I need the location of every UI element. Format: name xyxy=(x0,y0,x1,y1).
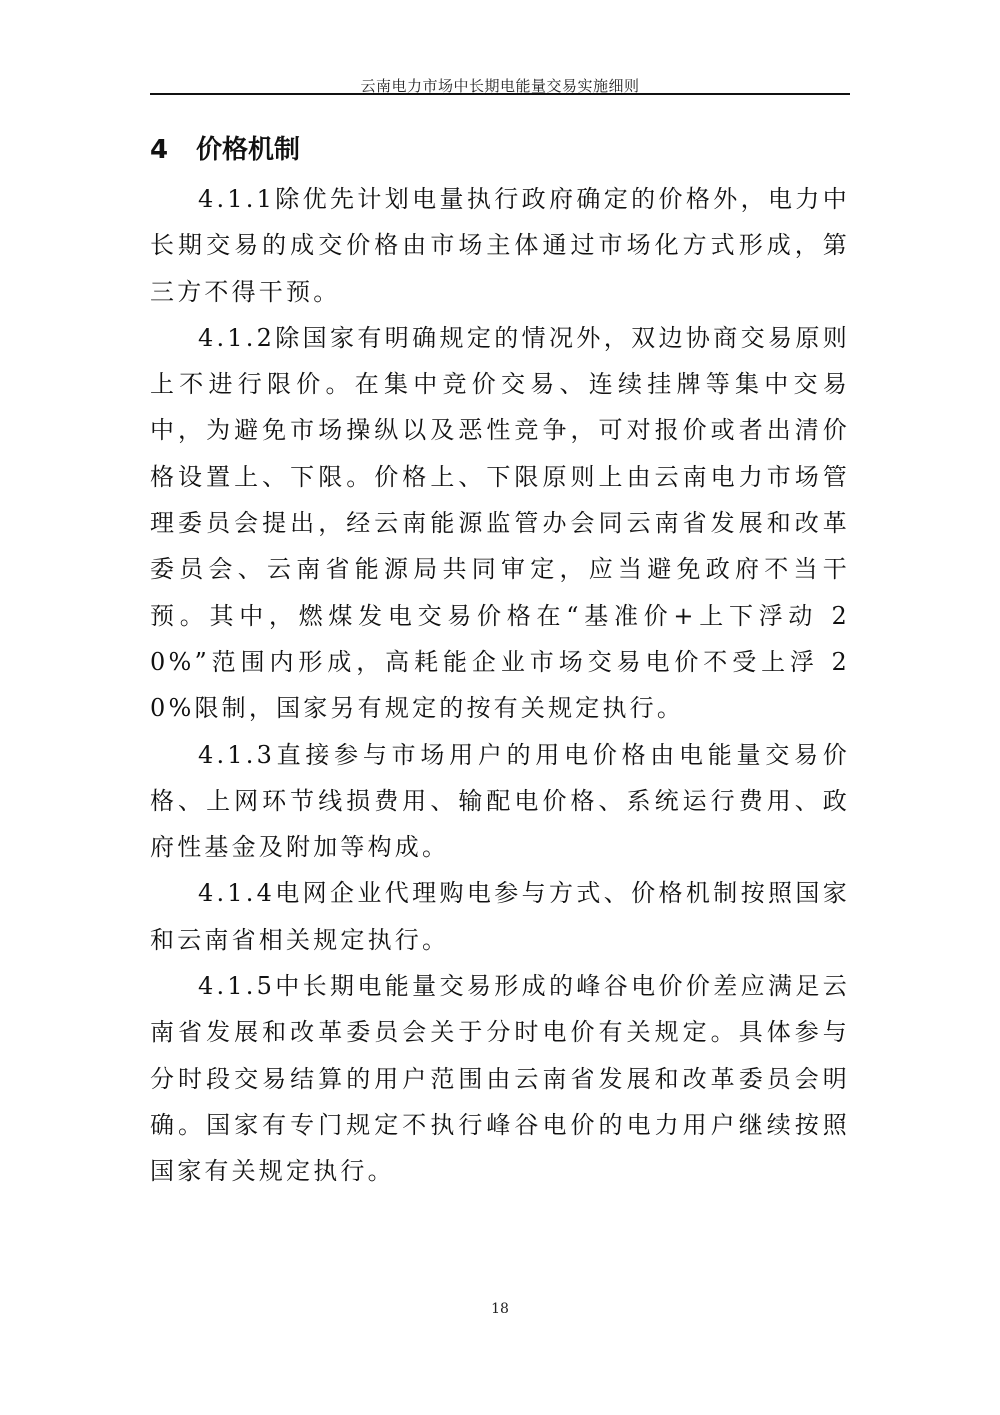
page-number: 18 xyxy=(491,1301,509,1317)
section-number: 4 xyxy=(150,135,169,165)
paragraph-4-1-5: 4.1.5中长期电能量交易形成的峰谷电价价差应满足云南省发展和改革委员会关于分时电价有关规定。具体参与分时段交易结算的用户范围由云南省发展和改革委员会明确。国家有专门规定不执行峰谷电价的电力用户继续按照国家有关规定执行。 xyxy=(150,972,850,1186)
paragraph-4-1-4: 4.1.4电网企业代理购电参与方式、价格机制按照国家和云南省相关规定执行。 xyxy=(150,879,850,954)
paragraph-4-1-2: 4.1.2除国家有明确规定的情况外，双边协商交易原则上不进行限价。在集中竞价交易、连续挂牌等集中交易中，为避免市场操纵以及恶性竞争，可对报价或者出清价格设置上、下限。价格上、下限原则上由云南电力市场管理委员会提出，经云南能源监管办会同云南省发展和改革委员会、云南省能源局共同审定，应当避免政府不当干预。其中，燃煤发电交易价格在“基准价+上下浮动 20%”范围内形成，高耗能企业市场交易电价不受上浮 20%限制，国家另有规定的按有关规定执行。 xyxy=(150,323,850,723)
paragraph-4-1-3: 4.1.3直接参与市场用户的用电价格由电能量交易价格、上网环节线损费用、输配电价格、系统运行费用、政府性基金及附加等构成。 xyxy=(150,740,850,862)
page-header: 云南电力市场中长期电能量交易实施细则 xyxy=(360,77,640,95)
paragraph-4-1-1: 4.1.1除优先计划电量执行政府确定的价格外，电力中长期交易的成交价格由市场主体通过市场化方式形成，第三方不得干预。 xyxy=(150,185,850,306)
section-heading xyxy=(150,128,850,172)
header-divider xyxy=(150,93,850,95)
body-text xyxy=(150,176,850,1195)
section-title: 价格机制 xyxy=(196,135,301,165)
